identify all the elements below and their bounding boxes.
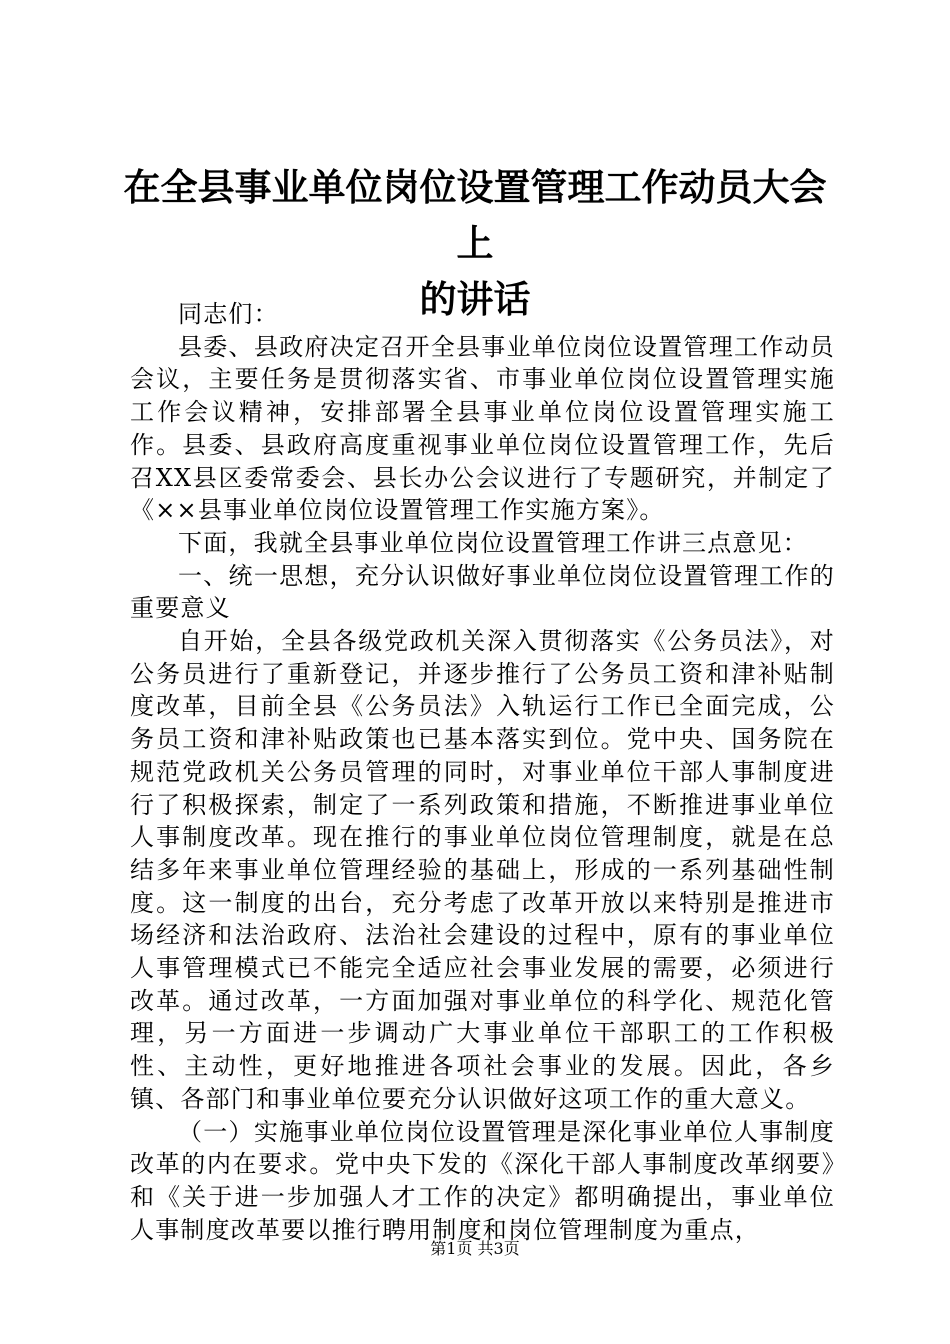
title-line-1: 在全县事业单位岗位设置管理工作动员大会上 [123,166,827,265]
salutation: 同志们： [178,300,279,328]
paragraph: 县委、县政府决定召开全县事业单位岗位设置管理工作动员会议，主要任务是贯彻落实省、市事业单位岗位设置管理实施工作会议精神，安排部署全县事业单位岗位设置管理实施工作。县委、县政府高度重视事业单位岗位设置管理工作，先后召XX县区委常委会、县长办公会议进行了专题研究，并制定了《××县事业单位岗位设置管理工作实施方案》。 [130,332,835,525]
page-number-footer: 第1页 共3页 [430,1239,520,1258]
document-body [130,298,835,1246]
paragraph: （一）实施事业单位岗位设置管理是深化事业单位人事制度改革的内在要求。党中央下发的《深化干部人事制度改革纲要》和《关于进一步加强人才工作的决定》都明确提出，事业单位人事制度改革要以推行聘用制度和岗位管理制度为重点， [130,1117,835,1244]
section-heading: 一、统一思想，充分认识做好事业单位岗位设置管理工作的重要意义 [130,561,835,623]
paragraph: 自开始，全县各级党政机关深入贯彻落实《公务员法》，对公务员进行了重新登记，并逐步推行了公务员工资和津补贴制度改革，目前全县《公务员法》入轨运行工作已全面完成，公务员工资和津补贴政策也已基本落实到位。党中央、国务院在规范党政机关公务员管理的同时，对事业单位干部人事制度进行了积极探索，制定了一系列政策和措施，不断推进事业单位人事制度改革。现在推行的事业单位岗位管理制度，就是在总结多年来事业单位管理经验的基础上，形成的一系列基础性制度。这一制度的出台，充分考虑了改革开放以来特别是推进市场经济和法治政府、法治社会建设的过程中，原有的事业单位人事管理模式已不能完全适应社会事业发展的需要，必须进行改革。通过改革，一方面加强对事业单位的科学化、规范化管理，另一方面进一步调动广大事业单位干部职工的工作积极性、主动性，更好地推进各项社会事业的发展。因此，各乡镇、各部门和事业单位要充分认识做好这项工作的重大意义。 [130,627,835,1113]
title-line-2: 的讲话 [419,278,531,321]
paragraph: 下面，我就全县事业单位岗位设置管理工作讲三点意见： [178,528,808,557]
